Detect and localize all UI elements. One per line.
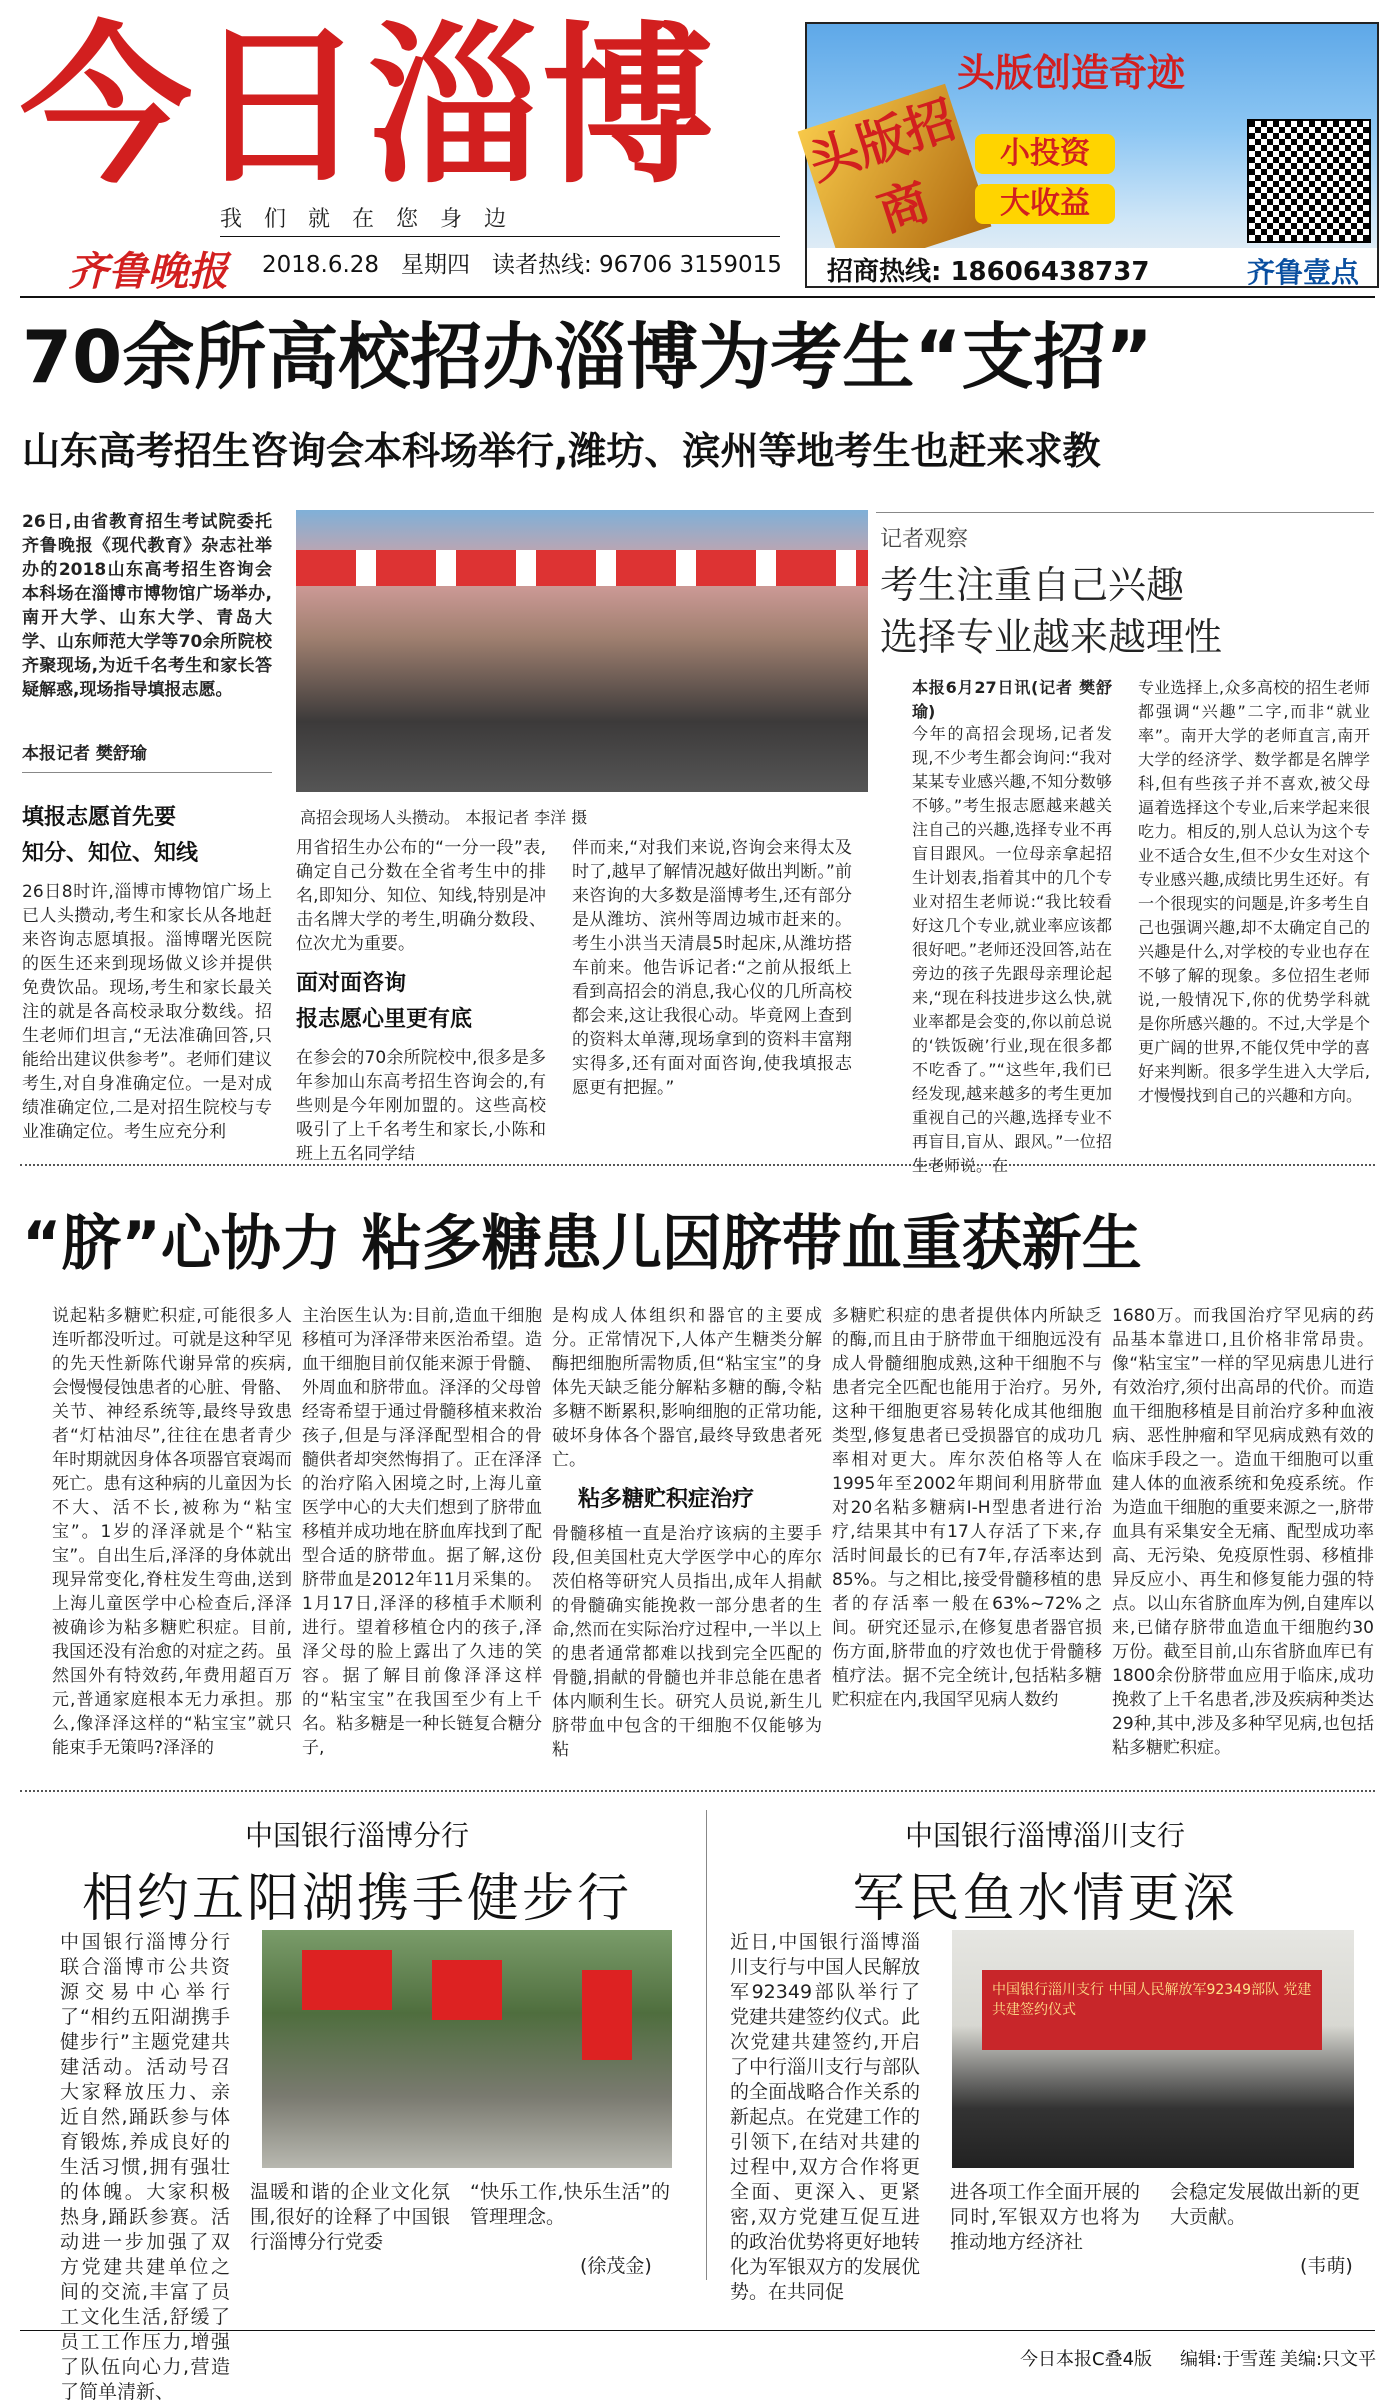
tent-row <box>296 550 868 586</box>
ad-headline: 头版创造奇迹 <box>957 51 1186 95</box>
story2-column-3b: 骨髓移植一直是治疗该病的主要手段,但美国杜克大学医学中心的库尔茨伯格等研究人员指出,成年人捐献的骨髓确实能挽救一部分患者的生命,然而在实际治疗过程中,一半以上的患者通常都难以找到完全匹配的骨髓,捐献的骨髓也并非总能在患者体内顺利生长。研究人员说,新生儿脐带血中包含的干细胞不仅能够为粘 <box>552 1524 822 1760</box>
section-subtitle-know: 知分、知位、知线 <box>22 841 199 866</box>
section-subtitle-confidence: 报志愿心里更有底 <box>296 1007 473 1032</box>
story1-byline: 本报记者 樊舒瑜 <box>22 744 147 764</box>
bank-left-author: (徐茂金) <box>580 2255 652 2277</box>
masthead-divider <box>220 236 780 237</box>
bank-right-tail2: 会稳定发展做出新的更大贡献。 <box>1170 2181 1361 2228</box>
ad-pill-low-investment: 小投资 <box>975 134 1115 174</box>
hotline-label: 读者热线: <box>491 252 592 278</box>
footer-rule <box>20 2330 1375 2331</box>
expo-crowd-photo <box>296 510 868 792</box>
story2-column-1: 说起粘多糖贮积症,可能很多人连听都没听过。可就是这种罕见的先天性新陈代谢异常的疾病,会慢慢侵蚀患者的心脏、骨骼、关节、神经系统等,最终导致患者“灯枯油尽”,往往在患者青少年时期就因身体各项器官衰竭而死亡。患有这种病的儿童因为长不大、活不长,被称为“粘宝宝”。1岁的泽泽就是个“粘宝宝”。自出生后,泽泽的身体就出现异常变化,脊柱发生弯曲,送到上海儿童医学中心检查后,泽泽被确诊为粘多糖贮积症。目前,我国还没有治愈的对症之药。虽然国外有特效药,年费用超百万元,普通家庭根本无力承担。那么,像泽泽这样的“粘宝宝”就只能束手无策吗?泽泽的 <box>52 1306 292 1758</box>
masthead-slogan: 我们就在您身边 <box>220 207 529 232</box>
bank-left-tail2: “快乐工作,快乐生活”的管理理念。 <box>470 2181 670 2228</box>
footer-editor: 编辑:于雪莲 <box>1180 2349 1277 2370</box>
party-flag-icon <box>432 1960 502 2020</box>
ceremony-banner: 中国银行淄川支行 中国人民解放军92349部队 党建共建签约仪式 <box>982 1970 1322 2050</box>
reader-hotline: 96706 3159015 <box>599 252 782 278</box>
footer-page: 今日本报C叠4版 <box>1020 2349 1153 2370</box>
ad-pill-high-return: 大收益 <box>975 184 1115 224</box>
sidebar-title-line1: 考生注重自己兴趣 <box>880 563 1185 607</box>
bank-left-org: 中国银行淄博分行 <box>244 1819 469 1852</box>
story2-column-2: 主治医生认为:目前,造血干细胞移植可为泽泽带来医治希望。造血干细胞目前仅能来源于骨髓、外周血和脐带血。泽泽的父母曾经寄希望于通过骨髓移植来救治孩子,但是与泽泽配型相合的骨髓供者却突然悔捐了。正在泽泽的治疗陷入困境之时,上海儿童医学中心的大夫们想到了脐带血移植并成功地在脐血库找到了配型合适的脐带血。据了解,这份脐带血是2012年11月采集的。1月17日,泽泽的移植手术顺利进行。望着移植仓内的孩子,泽泽父母的脸上露出了久违的笑容。据了解目前像泽泽这样的“粘宝宝”在我国至少有上千名。粘多糖是一种长链复合糖分子, <box>302 1306 542 1758</box>
story2-column-4: 多糖贮积症的患者提供体内所缺乏的酶,而且由于脐带血干细胞远没有成人骨髓细胞成熟,这种干细胞不与患者完全匹配也能用于治疗。另外,这种干细胞更容易转化成其他细胞类型,修复患者已受损器官的成功几率相对更大。库尔茨伯格等人在1995年至2002年期间利用脐带血对20名粘多糖病I-H型患者进行治疗,结果其中有17人存活了下来,存活时间最长的已有7年,存活率达到85%。与之相比,接受骨髓移植的患者的存活率一般在63%~72%之间。研究还显示,在修复患者器官损伤方面,脐带血的疗效也优于骨髓移植疗法。据不完全统计,包括粘多糖贮积症在内,我国罕见病人数约 <box>832 1306 1102 1710</box>
issue-date: 2018.6.28 <box>262 252 380 278</box>
photo-caption: 高招会现场人头攒动。 本报记者 李洋 摄 <box>300 808 588 827</box>
story2-column-5: 1680万。而我国治疗罕见病的药品基本靠进口,且价格非常昂贵。像“粘宝宝”一样的罕见病患儿进行有效治疗,须付出高昂的代价。而造血干细胞移植是目前治疗多种血液病、恶性肿瘤和罕见病成熟有效的临床手段之一。造血干细胞可以重建人体的血液系统和免疫系统。作为造血干细胞的重要来源之一,脐带血具有采集安全无痛、配型成功率高、无污染、免疫原性弱、移植排异反应小、再生和修复能力强的特点。以山东省脐血库为例,自建库以来,已储存脐带血造血干细胞约30万份。截至目前,山东省脐血库已有1800余份脐带血应用于临床,成功挽救了上千名患者,涉及疾病种类达29种,其中,涉及多种罕见病,也包括粘多糖贮积症。 <box>1112 1306 1374 1758</box>
story1-column-2b: 在参会的70余所院校中,很多是多年参加山东高考招生咨询会的,有些则是今年刚加盟的。这些高校吸引了上千名考生和家长,小陈和班上五名同学结 <box>296 1048 546 1164</box>
section-title-face-to-face: 面对面咨询 <box>296 971 407 996</box>
bank-flag-icon <box>582 1970 632 2060</box>
story1-column-2: 用省招生办公布的“一分一段”表,确定自己分数在全省考生中的排名,即知分、知位、知线,特别是冲击名牌大学的考生,明确分数段、位次尤为重要。 <box>296 838 546 954</box>
qr-code-icon[interactable] <box>1247 119 1371 243</box>
story2-section-title: 粘多糖贮积症治疗 <box>578 1487 755 1512</box>
ad-gold-emblem: 头版招商 <box>798 84 992 275</box>
red-flag-icon <box>302 1950 392 2010</box>
bank-right-body: 近日,中国银行淄博淄川支行与中国人民解放军92349部队举行了党建共建签约仪式。此次党建共建签约,开启了中行淄川支行与部队的全面战略合作关系的新起点。在党建工作的引领下,在结对共建的过程中,双方合作将更全面、更深入、更紧密,双方党建互促互进的政治优势将更好地转化为军银双方的发展优势。在共同促 <box>730 1931 921 2303</box>
advertisement[interactable] <box>801 22 1379 289</box>
story1-headline: 70余所高校招办淄博为考生“支招” <box>22 315 1153 399</box>
bank-right-tail: 进各项工作全面开展的同时,军银双方也将为推动地方经济社 <box>950 2181 1141 2253</box>
bank-left-headline: 相约五阳湖携手健步行 <box>81 1869 632 1929</box>
masthead-title: 今日淄博 <box>20 6 716 207</box>
walking-event-photo <box>262 1930 672 2168</box>
section-title-fill-volunteer: 填报志愿首先要 <box>22 805 177 830</box>
bank-column-divider <box>706 1810 707 2280</box>
header-rule <box>20 296 1375 298</box>
bank-left-tail: 温暖和谐的企业文化氛围,很好的诠释了中国银行淄博分行党委 <box>250 2181 450 2253</box>
sidebar-tag: 记者观察 <box>880 527 969 552</box>
story2-column-3: 是构成人体组织和器官的主要成分。正常情况下,人体产生糖类分解酶把细胞所需物质,但“粘宝宝”的身体先天缺乏能分解粘多糖的酶,令粘多糖不断累积,影响细胞的正常功能,破坏身体各个器官,最终导致患者死亡。 <box>552 1306 822 1470</box>
story1-column-1: 26日8时许,淄博市博物馆广场上已人头攒动,考生和家长从各地赶来咨询志愿填报。淄博曙光医院的医生还来到现场做义诊并提供免费饮品。现场,考生和家长最关注的就是各高校录取分数线。招生老师们坦言,“无法准确回答,只能给出建议供参考”。老师们建议考生,对自身准确定位。一是对成绩准确定位,二是对招生院校与专业准确定位。考生应充分利 <box>22 882 272 1142</box>
bank-right-org: 中国银行淄博淄川支行 <box>904 1819 1185 1852</box>
sidebar-title-line2: 选择专业越来越理性 <box>880 615 1223 659</box>
ad-hotline: 招商热线: 18606438737 <box>827 257 1150 287</box>
story1-lead: 26日,由省教育招生考试院委托齐鲁晚报《现代教育》杂志社举办的2018山东高考招生咨询会本科场在淄博市博物馆广场举办,南开大学、山东大学、青岛大学、山东师范大学等70余所院校齐聚现场,为近千名考生和家长答疑解惑,现场指导填报志愿。 <box>22 512 272 700</box>
story2-headline: “脐”心协力 粘多糖患儿因脐带血重获新生 <box>22 1209 1142 1279</box>
ad-logo: 齐鲁壹点 <box>1247 256 1360 289</box>
signing-ceremony-photo <box>952 1930 1354 2168</box>
issue-weekday: 星期四 <box>401 252 470 278</box>
sidebar-column-1: 今年的高招会现场,记者发现,不少考生都会询问:“我对某某专业感兴趣,不知分数够不够。”考生报志愿越来越关注自己的兴趣,选择专业不再盲目跟风。一位母亲拿起招生计划表,指着其中的几个专业对招生老师说:“我比较看好这几个专业,就业率应该都很好吧。”老师还没回答,站在旁边的孩子先跟母亲理论起来,“现在科技进步这么快,就业率都是会变的,你以前总说的‘铁饭碗’行业,现在很多都不吃香了。”“这些年,我们已经发现,越来越多的考生更加重视自己的兴趣,选择专业不再盲目,盲从、跟风。”一位招生老师说。在 <box>912 724 1112 1175</box>
story1-subhead: 山东高考招生咨询会本科场举行,潍坊、滨州等地考生也赶来求教 <box>22 429 1101 473</box>
masthead-dateline <box>262 246 782 279</box>
bank-left-body: 中国银行淄博分行联合淄博市公共资源交易中心举行了“相约五阳湖携手健步行”主题党建共建活动。活动号召大家释放压力、亲近自然,踊跃参与体育锻炼,养成良好的生活习惯,拥有强壮的体魄。大家积极热身,踊跃参赛。活动进一步加强了双方党建共建单位之间的交流,丰富了员工文化生活,舒缓了员工工作压力,增强了队伍向心力,营造了简单清新、 <box>60 1931 230 2403</box>
footer-designer: 美编:只文平 <box>1280 2349 1377 2370</box>
bank-right-author: (韦萌) <box>1300 2255 1353 2277</box>
bank-right-headline: 军民鱼水情更深 <box>852 1869 1238 1929</box>
sidebar-column-2: 专业选择上,众多高校的招生老师都强调“兴趣”二字,而非“就业率”。南开大学的老师直言,南开大学的经济学、数学都是名牌学科,但有些孩子并不喜欢,被父母逼着选择这个专业,后来学起来很吃力。相反的,别人总认为这个专业不适合女生,但不少女生对这个专业感兴趣,成绩比男生还好。有一个很现实的问题是,许多考生自己也强调兴趣,却不太确定自己的兴趣是什么,对学校的专业也存在不够了解的现象。多位招生老师说,一般情况下,你的优势学科就是你所感兴趣的。不过,大学是个更广阔的世界,不能仅凭中学的喜好来判断。很多学生进入大学后,才慢慢找到自己的兴趣和方向。 <box>1138 678 1370 1105</box>
section-divider-2 <box>20 1790 1375 1792</box>
sidebar-top-rule <box>876 512 1374 513</box>
sidebar-dateline: 本报6月27日讯(记者 樊舒瑜) <box>912 678 1112 721</box>
lead-divider <box>22 772 272 773</box>
story1-column-3: 伴而来,“对我们来说,咨询会来得太及时了,越早了解情况越好做出判断。”前来咨询的大多数是淄博考生,还有部分是从潍坊、滨州等周边城市赶来的。考生小洪当天清晨5时起床,从潍坊搭车前来。他告诉记者:“之前从报纸上看到高招会的消息,我心仪的几所高校都会来,这让我很心动。毕竟网上查到的资料太单薄,现场拿到的资料丰富翔实得多,还有面对面咨询,使我填报志愿更有把握。” <box>572 838 852 1098</box>
newspaper-brand: 齐鲁晚报 <box>68 249 228 295</box>
section-divider-1 <box>20 1164 1375 1166</box>
